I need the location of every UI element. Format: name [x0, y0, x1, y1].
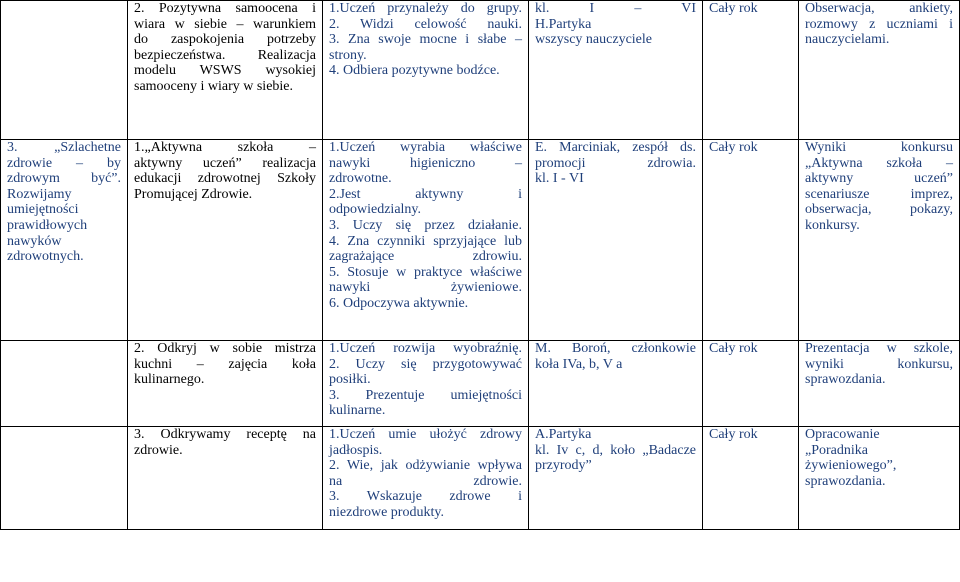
cell-line: odpowiedzialny. — [329, 202, 422, 218]
term-cell — [703, 427, 799, 530]
cell-line: kl. I – VI — [535, 1, 696, 16]
cell-line: na zdrowie. — [329, 473, 522, 489]
cell-line: umiejętności — [7, 202, 79, 218]
topic-cell — [1, 1, 128, 140]
cell-line: konkursy. — [805, 217, 860, 233]
cell-line: promocji zdrowia. — [535, 155, 696, 171]
cell-line: zdrowie – by — [7, 155, 121, 171]
cell-line: zdrowotne. — [329, 171, 392, 187]
topic-cell — [1, 341, 128, 427]
term-cell — [703, 140, 799, 341]
cell-line: „Aktywna szkoła – — [805, 155, 953, 171]
outcomes-cell — [323, 341, 529, 427]
cell-line: posiłki. — [329, 372, 371, 388]
cell-line: 3. Uczy się przez działanie. — [329, 217, 522, 233]
cell-line: 3. Wskazuje zdrowe i — [329, 489, 522, 505]
cell-line: zdrowotnych. — [7, 249, 84, 265]
cell-line: modelu WSWS wysokiej — [134, 63, 316, 79]
cell-line: nauczycielami. — [805, 32, 890, 48]
cell-line: aktywny uczeń” realizacja — [134, 155, 316, 171]
cell-line: 1.„Aktywna szkoła – — [134, 140, 316, 155]
cell-line: Opracowanie — [805, 427, 880, 442]
cell-line: przyrody” — [535, 458, 592, 474]
cell-line: 6. Odpoczywa aktywnie. — [329, 295, 469, 311]
responsible-cell — [529, 140, 703, 341]
tasks-cell — [128, 341, 323, 427]
table-row — [1, 427, 960, 530]
cell-line: Cały rok — [709, 341, 758, 356]
cell-line: wiara w siebie – warunkiem — [134, 16, 316, 32]
cell-line: strony. — [329, 47, 367, 63]
cell-line: kulinarnego. — [134, 372, 205, 388]
term-cell — [703, 1, 799, 140]
cell-line: Cały rok — [709, 427, 758, 442]
cell-line: kl. Iv c, d, koło „Badacze — [535, 442, 696, 458]
cell-line: Prezentacja w szkole, — [805, 341, 953, 356]
cell-line: samooceny i wiary w siebie. — [134, 78, 294, 94]
cell-line: nawyki żywieniowe. — [329, 280, 522, 296]
cell-line: H.Partyka — [535, 16, 592, 32]
cell-line: żywieniowego”, — [805, 458, 897, 474]
evaluation-cell — [799, 341, 960, 427]
cell-line: edukacji zdrowotnej Szkoły — [134, 171, 316, 187]
cell-line: E. Marciniak, zespół ds. — [535, 140, 696, 155]
cell-line: nawyki higieniczno – — [329, 155, 522, 171]
cell-line: 2. Odkryj w sobie mistrza — [134, 341, 316, 356]
evaluation-cell — [799, 140, 960, 341]
cell-line: koła IVa, b, V a — [535, 356, 623, 372]
table-row — [1, 140, 960, 341]
cell-line: 3. Prezentuje umiejętności — [329, 387, 522, 403]
cell-line: 4. Zna czynniki sprzyjające lub — [329, 233, 522, 249]
cell-line: obserwacja, pokazy, — [805, 202, 953, 218]
tasks-cell — [128, 1, 323, 140]
responsible-cell — [529, 341, 703, 427]
cell-line: Rozwijamy — [7, 186, 72, 202]
cell-line: 1.Uczeń umie ułożyć zdrowy — [329, 427, 522, 442]
cell-line: zdrowym być”. — [7, 171, 121, 187]
cell-line: Obserwacja, ankiety, — [805, 1, 953, 16]
cell-line: M. Boroń, członkowie — [535, 341, 696, 356]
cell-line: 1.Uczeń przynależy do grupy. — [329, 1, 522, 16]
cell-line: 3. Zna swoje mocne i słabe – — [329, 32, 522, 48]
cell-line: prawidłowych — [7, 217, 88, 233]
cell-line: Cały rok — [709, 140, 758, 155]
responsible-cell — [529, 1, 703, 140]
cell-line: 2. Wie, jak odżywianie wpływa — [329, 458, 522, 474]
cell-line: do zaspokojenia potrzeby — [134, 32, 316, 48]
cell-line: 3. Odkrywamy receptę na — [134, 427, 316, 442]
outcomes-cell — [323, 1, 529, 140]
cell-line: 1.Uczeń wyrabia właściwe — [329, 140, 522, 155]
topic-cell — [1, 140, 128, 341]
cell-line: A.Partyka — [535, 427, 592, 442]
cell-line: wyniki konkursu, — [805, 356, 953, 372]
cell-line: 3. „Szlachetne — [7, 140, 121, 155]
topic-cell — [1, 427, 128, 530]
cell-line: 2. Uczy się przygotowywać — [329, 356, 522, 372]
cell-line: Promującej Zdrowie. — [134, 186, 253, 202]
cell-line: Cały rok — [709, 1, 758, 16]
cell-line: niezdrowe produkty. — [329, 504, 444, 520]
cell-line: 2. Pozytywna samoocena i — [134, 1, 316, 16]
tasks-cell — [128, 427, 323, 530]
cell-line: jadłospis. — [329, 442, 383, 458]
cell-line: „Poradnika — [805, 442, 868, 458]
cell-line: bezpieczeństwa. Realizacja — [134, 47, 316, 63]
evaluation-cell — [799, 427, 960, 530]
cell-line: kuchni – zajęcia koła — [134, 356, 316, 372]
cell-line: sprawozdania. — [805, 372, 886, 388]
cell-line: 2.Jest aktywny i — [329, 186, 522, 202]
cell-line: sprawozdania. — [805, 473, 886, 489]
cell-line: 1.Uczeń rozwija wyobraźnię. — [329, 341, 522, 356]
cell-line: scenariusze imprez, — [805, 186, 953, 202]
cell-line: Wyniki konkursu — [805, 140, 953, 155]
evaluation-cell — [799, 1, 960, 140]
cell-line: zagrażające zdrowiu. — [329, 249, 522, 265]
cell-line: 2. Widzi celowość nauki. — [329, 16, 522, 32]
table-row — [1, 1, 960, 140]
cell-line: kulinarne. — [329, 403, 386, 419]
cell-line: rozmowy z uczniami i — [805, 16, 953, 32]
cell-line: zdrowie. — [134, 442, 183, 458]
cell-line: 4. Odbiera pozytywne bodźce. — [329, 63, 500, 79]
cell-line: nawyków — [7, 233, 62, 249]
outcomes-cell — [323, 140, 529, 341]
outcomes-cell — [323, 427, 529, 530]
cell-line: kl. I - VI — [535, 171, 584, 187]
cell-line: wszyscy nauczyciele — [535, 32, 652, 48]
tasks-cell — [128, 140, 323, 341]
cell-line: aktywny uczeń” — [805, 171, 953, 187]
table-row — [1, 341, 960, 427]
cell-line: 5. Stosuje w praktyce właściwe — [329, 264, 522, 280]
responsible-cell — [529, 427, 703, 530]
term-cell — [703, 341, 799, 427]
